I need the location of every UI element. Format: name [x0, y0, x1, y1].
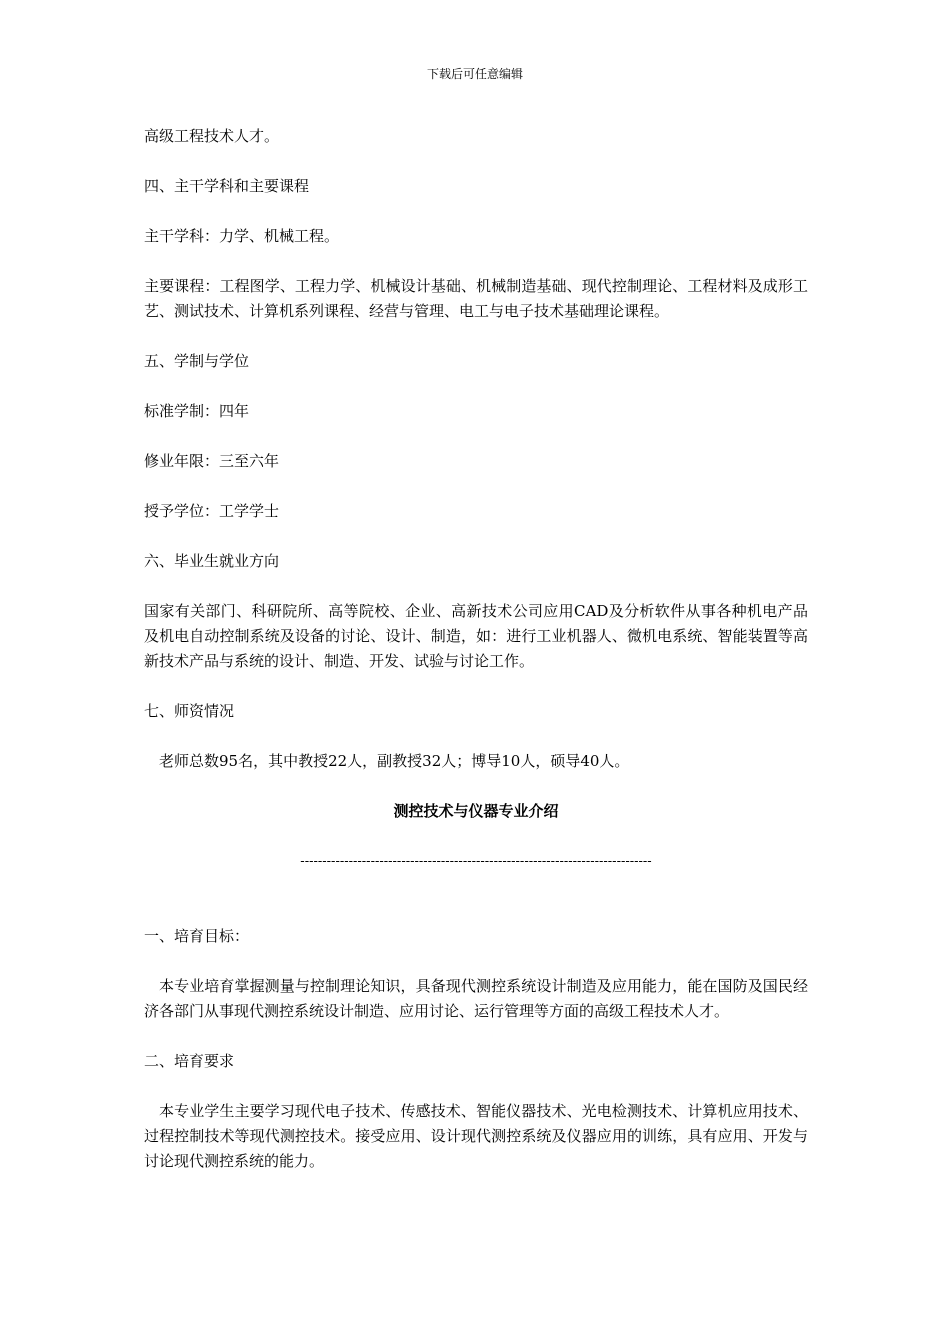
paragraph-intro-tail: 高级工程技术人才。: [144, 127, 280, 145]
section-heading-5: 五、学制与学位: [144, 352, 250, 370]
section-heading-2: 二、培育要求: [144, 1052, 235, 1070]
paragraph-study-period: 修业年限：三至六年: [144, 452, 280, 470]
paragraph-faculty: 老师总数95名，其中教授22人，副教授32人；博导10人，硕导40人。: [159, 752, 630, 770]
paragraph-main-courses: 主要课程：工程图学、工程力学、机械设计基础、机械制造基础、现代控制理论、工程材料及成形工艺、测试技术、计算机系列课程、经营与管理、电工与电子技术基础理论课程。: [144, 277, 808, 320]
section-heading-7: 七、师资情况: [144, 702, 235, 720]
paragraph-employment: 国家有关部门、科研院所、高等院校、企业、高新技术公司应用CAD及分析软件从事各种机电产品及机电自动控制系统及设备的讨论、设计、制造，如：进行工业机器人、微机电系统、智能装置等高新技术产品与系统的设计、制造、开发、试验与讨论工作。: [144, 602, 808, 670]
paragraph-standard-duration: 标准学制：四年: [144, 402, 250, 420]
section-title: 测控技术与仪器专业介绍: [393, 802, 559, 820]
section-heading-6: 六、毕业生就业方向: [144, 552, 280, 570]
section-heading-4: 四、主干学科和主要课程: [144, 177, 310, 195]
paragraph-main-disciplines: 主干学科：力学、机械工程。: [144, 227, 340, 245]
dash-separator: --------------------------------------------------------------------------------: [300, 854, 652, 869]
paragraph-degree: 授予学位：工学学士: [144, 502, 280, 520]
document-body: [144, 124, 808, 1199]
section-heading-1: 一、培育目标：: [144, 927, 250, 945]
paragraph-training-goal: 本专业培育掌握测量与控制理论知识，具备现代测控系统设计制造及应用能力，能在国防及国民经济各部门从事现代测控系统设计制造、应用讨论、运行管理等方面的高级工程技术人才。: [144, 977, 808, 1020]
page-header: 下载后可任意编辑: [426, 67, 523, 81]
paragraph-training-requirements: 本专业学生主要学习现代电子技术、传感技术、智能仪器技术、光电检测技术、计算机应用技术、过程控制技术等现代测控技术。接受应用、设计现代测控系统及仪器应用的训练，具有应用、开发与讨论现代测控系统的能力。: [144, 1102, 808, 1170]
